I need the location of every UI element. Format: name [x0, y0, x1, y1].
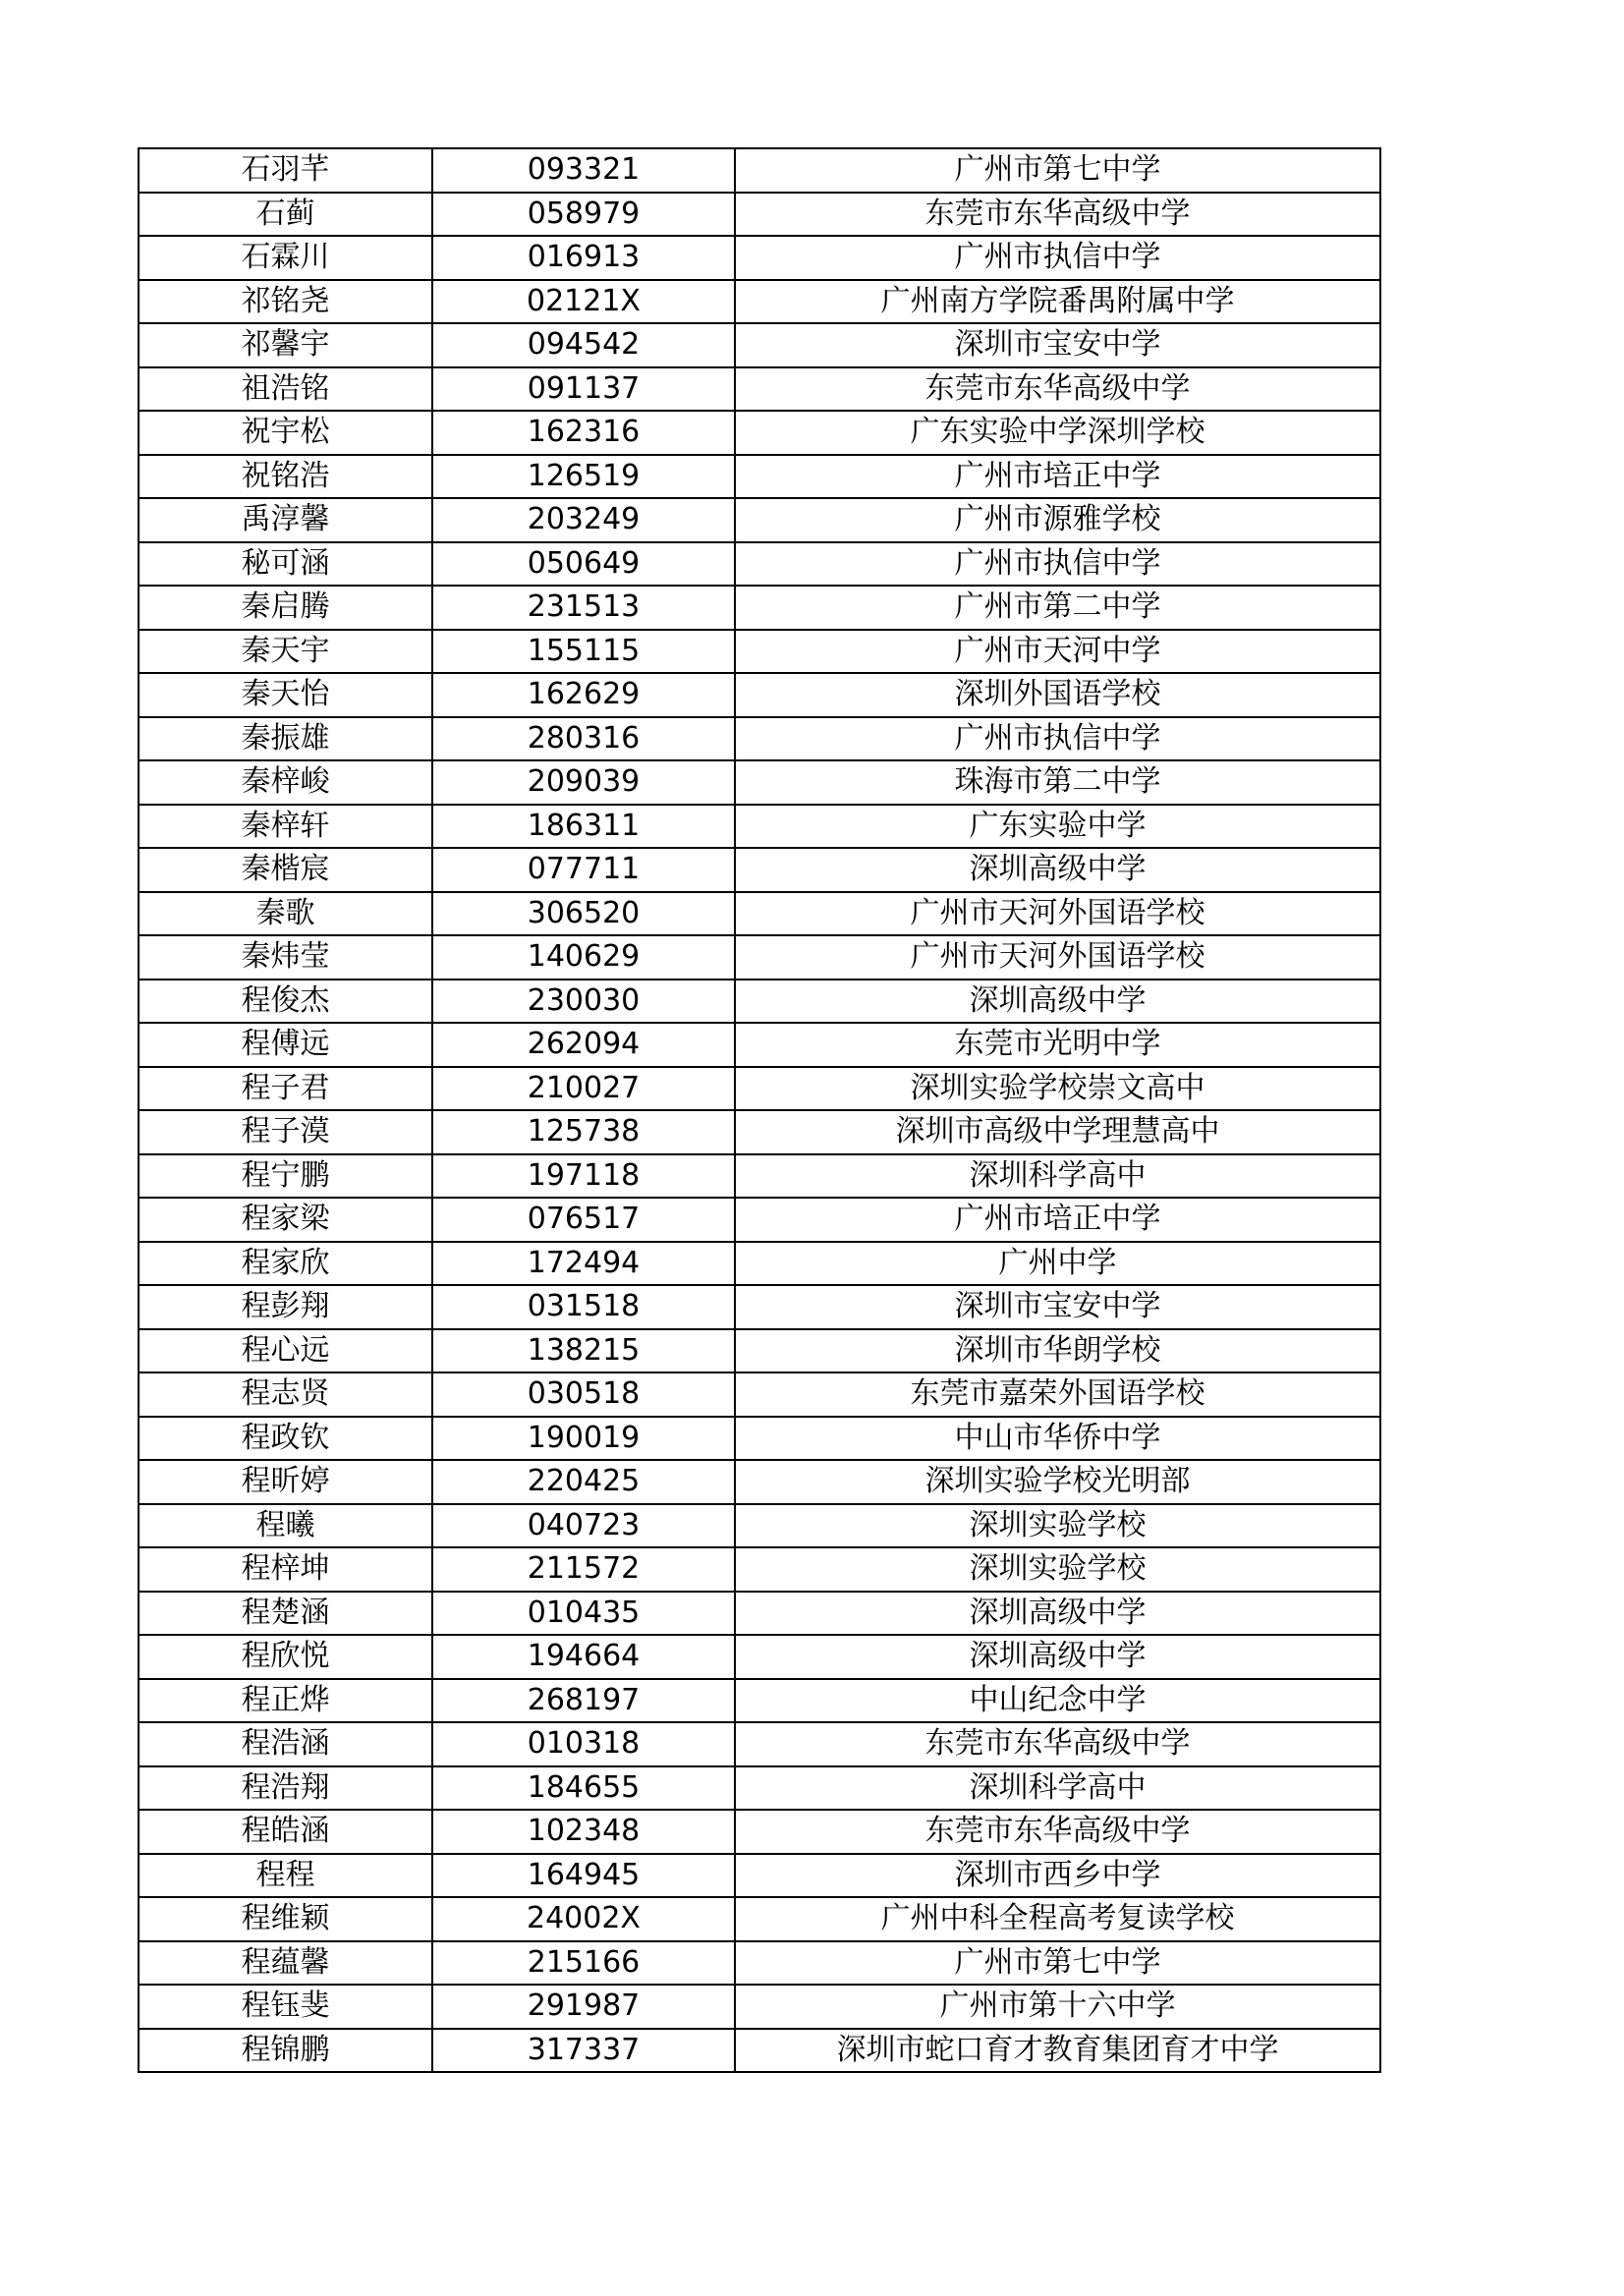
- table-row: [139, 455, 1380, 499]
- student-name-cell: 程蕴馨: [139, 1941, 432, 1986]
- table-row: [139, 760, 1380, 805]
- school-name-cell: 深圳高级中学: [735, 980, 1380, 1024]
- student-name-cell: 程锦鹏: [139, 2029, 432, 2073]
- table-row: [139, 1592, 1380, 1636]
- school-name-cell: 东莞市东华高级中学: [735, 193, 1380, 237]
- school-name-cell: 深圳外国语学校: [735, 673, 1380, 717]
- student-name-cell: 程钰斐: [139, 1985, 432, 2029]
- student-name-cell: 程子漠: [139, 1110, 432, 1154]
- student-name-cell: 祝铭浩: [139, 455, 432, 499]
- school-name-cell: 广州市天河中学: [735, 630, 1380, 674]
- student-id-cell: 215166: [432, 1941, 735, 1986]
- table-row: [139, 1635, 1380, 1679]
- school-name-cell: 珠海市第二中学: [735, 760, 1380, 805]
- school-name-cell: 广州市培正中学: [735, 1198, 1380, 1242]
- school-name-cell: 广州市天河外国语学校: [735, 935, 1380, 980]
- table-row: [139, 1897, 1380, 1941]
- student-name-cell: 祖浩铭: [139, 367, 432, 412]
- student-name-cell: 秦楷宸: [139, 848, 432, 892]
- student-id-cell: 091137: [432, 367, 735, 412]
- school-name-cell: 东莞市嘉荣外国语学校: [735, 1372, 1380, 1417]
- table-row: [139, 717, 1380, 761]
- student-id-cell: 230030: [432, 980, 735, 1024]
- student-name-cell: 秦天宇: [139, 630, 432, 674]
- student-id-cell: 164945: [432, 1854, 735, 1898]
- student-id-cell: 220425: [432, 1460, 735, 1504]
- student-id-cell: 186311: [432, 805, 735, 849]
- student-id-cell: 102348: [432, 1810, 735, 1854]
- table-row: [139, 411, 1380, 455]
- table-row: [139, 280, 1380, 324]
- student-name-cell: 程浩涵: [139, 1722, 432, 1766]
- student-id-cell: 094542: [432, 323, 735, 367]
- student-name-cell: 秦梓峻: [139, 760, 432, 805]
- student-name-cell: 秦炜莹: [139, 935, 432, 980]
- table-row: [139, 1417, 1380, 1461]
- student-id-cell: 010318: [432, 1722, 735, 1766]
- student-name-cell: 石霖川: [139, 236, 432, 280]
- student-name-cell: 程曦: [139, 1504, 432, 1548]
- student-id-cell: 184655: [432, 1766, 735, 1811]
- table-row: [139, 1023, 1380, 1067]
- student-id-cell: 016913: [432, 236, 735, 280]
- student-id-cell: 231513: [432, 586, 735, 630]
- student-id-cell: 194664: [432, 1635, 735, 1679]
- school-name-cell: 深圳市蛇口育才教育集团育才中学: [735, 2029, 1380, 2073]
- student-name-cell: 祁馨宇: [139, 323, 432, 367]
- student-name-cell: 祁铭尧: [139, 280, 432, 324]
- school-name-cell: 广东实验中学深圳学校: [735, 411, 1380, 455]
- table-row: [139, 1067, 1380, 1111]
- roster-table: [138, 147, 1381, 2073]
- school-name-cell: 深圳科学高中: [735, 1154, 1380, 1199]
- table-row: [139, 935, 1380, 980]
- school-name-cell: 广州市第七中学: [735, 148, 1380, 193]
- student-name-cell: 禹淳馨: [139, 498, 432, 542]
- school-name-cell: 深圳市宝安中学: [735, 1285, 1380, 1329]
- student-id-cell: 140629: [432, 935, 735, 980]
- student-id-cell: 210027: [432, 1067, 735, 1111]
- student-id-cell: 162316: [432, 411, 735, 455]
- student-name-cell: 程宁鹏: [139, 1154, 432, 1199]
- student-name-cell: 程浩翔: [139, 1766, 432, 1811]
- student-id-cell: 291987: [432, 1985, 735, 2029]
- table-row: [139, 1504, 1380, 1548]
- table-row: [139, 148, 1380, 193]
- school-name-cell: 中山市华侨中学: [735, 1417, 1380, 1461]
- table-row: [139, 586, 1380, 630]
- student-id-cell: 125738: [432, 1110, 735, 1154]
- school-name-cell: 深圳市高级中学理慧高中: [735, 1110, 1380, 1154]
- table-row: [139, 542, 1380, 587]
- table-row: [139, 236, 1380, 280]
- table-row: [139, 367, 1380, 412]
- student-name-cell: 程楚涵: [139, 1592, 432, 1636]
- school-name-cell: 广东实验中学: [735, 805, 1380, 849]
- student-id-cell: 280316: [432, 717, 735, 761]
- student-name-cell: 秘可涵: [139, 542, 432, 587]
- school-name-cell: 广州南方学院番禺附属中学: [735, 280, 1380, 324]
- student-name-cell: 程皓涵: [139, 1810, 432, 1854]
- school-name-cell: 广州市执信中学: [735, 542, 1380, 587]
- student-name-cell: 程程: [139, 1854, 432, 1898]
- student-name-cell: 秦振雄: [139, 717, 432, 761]
- student-name-cell: 秦梓轩: [139, 805, 432, 849]
- school-name-cell: 深圳实验学校光明部: [735, 1460, 1380, 1504]
- table-row: [139, 673, 1380, 717]
- student-name-cell: 程欣悦: [139, 1635, 432, 1679]
- student-id-cell: 030518: [432, 1372, 735, 1417]
- student-id-cell: 211572: [432, 1547, 735, 1592]
- student-id-cell: 093321: [432, 148, 735, 193]
- table-row: [139, 1985, 1380, 2029]
- student-name-cell: 程志贤: [139, 1372, 432, 1417]
- student-name-cell: 石羽芊: [139, 148, 432, 193]
- student-name-cell: 秦天怡: [139, 673, 432, 717]
- student-id-cell: 076517: [432, 1198, 735, 1242]
- school-name-cell: 深圳高级中学: [735, 848, 1380, 892]
- student-name-cell: 程政钦: [139, 1417, 432, 1461]
- school-name-cell: 广州市培正中学: [735, 455, 1380, 499]
- school-name-cell: 深圳市华朗学校: [735, 1329, 1380, 1373]
- table-row: [139, 498, 1380, 542]
- table-row: [139, 892, 1380, 936]
- table-row: [139, 1154, 1380, 1199]
- table-row: [139, 1285, 1380, 1329]
- student-id-cell: 058979: [432, 193, 735, 237]
- student-name-cell: 石蓟: [139, 193, 432, 237]
- school-name-cell: 深圳科学高中: [735, 1766, 1380, 1811]
- table-row: [139, 1766, 1380, 1811]
- table-row: [139, 1110, 1380, 1154]
- student-name-cell: 秦启腾: [139, 586, 432, 630]
- student-name-cell: 秦歌: [139, 892, 432, 936]
- student-name-cell: 程子君: [139, 1067, 432, 1111]
- student-id-cell: 262094: [432, 1023, 735, 1067]
- school-name-cell: 深圳实验学校: [735, 1547, 1380, 1592]
- student-id-cell: 162629: [432, 673, 735, 717]
- student-name-cell: 程俊杰: [139, 980, 432, 1024]
- table-row: [139, 1372, 1380, 1417]
- student-name-cell: 祝宇松: [139, 411, 432, 455]
- table-row: [139, 1242, 1380, 1286]
- student-id-cell: 010435: [432, 1592, 735, 1636]
- school-name-cell: 广州市执信中学: [735, 236, 1380, 280]
- student-id-cell: 126519: [432, 455, 735, 499]
- student-id-cell: 077711: [432, 848, 735, 892]
- table-row: [139, 1547, 1380, 1592]
- roster-body: [139, 148, 1380, 2072]
- roster-sheet: [138, 147, 1373, 2073]
- table-row: [139, 2029, 1380, 2073]
- school-name-cell: 广州市执信中学: [735, 717, 1380, 761]
- school-name-cell: 深圳高级中学: [735, 1592, 1380, 1636]
- student-name-cell: 程家欣: [139, 1242, 432, 1286]
- school-name-cell: 广州市天河外国语学校: [735, 892, 1380, 936]
- student-id-cell: 24002X: [432, 1897, 735, 1941]
- student-id-cell: 040723: [432, 1504, 735, 1548]
- student-id-cell: 203249: [432, 498, 735, 542]
- student-id-cell: 317337: [432, 2029, 735, 2073]
- student-name-cell: 程昕婷: [139, 1460, 432, 1504]
- student-name-cell: 程梓坤: [139, 1547, 432, 1592]
- table-row: [139, 193, 1380, 237]
- school-name-cell: 深圳市宝安中学: [735, 323, 1380, 367]
- table-row: [139, 805, 1380, 849]
- student-name-cell: 程正烨: [139, 1679, 432, 1723]
- student-id-cell: 172494: [432, 1242, 735, 1286]
- student-id-cell: 050649: [432, 542, 735, 587]
- table-row: [139, 980, 1380, 1024]
- student-id-cell: 031518: [432, 1285, 735, 1329]
- student-id-cell: 268197: [432, 1679, 735, 1723]
- student-id-cell: 155115: [432, 630, 735, 674]
- school-name-cell: 深圳实验学校崇文高中: [735, 1067, 1380, 1111]
- table-row: [139, 1810, 1380, 1854]
- table-row: [139, 1854, 1380, 1898]
- school-name-cell: 东莞市东华高级中学: [735, 1722, 1380, 1766]
- school-name-cell: 深圳市西乡中学: [735, 1854, 1380, 1898]
- student-name-cell: 程家梁: [139, 1198, 432, 1242]
- school-name-cell: 广州市源雅学校: [735, 498, 1380, 542]
- school-name-cell: 广州中学: [735, 1242, 1380, 1286]
- student-id-cell: 138215: [432, 1329, 735, 1373]
- school-name-cell: 东莞市东华高级中学: [735, 367, 1380, 412]
- table-row: [139, 630, 1380, 674]
- student-name-cell: 程彭翔: [139, 1285, 432, 1329]
- student-id-cell: 306520: [432, 892, 735, 936]
- table-row: [139, 1460, 1380, 1504]
- school-name-cell: 深圳实验学校: [735, 1504, 1380, 1548]
- school-name-cell: 广州市第二中学: [735, 586, 1380, 630]
- school-name-cell: 广州市第十六中学: [735, 1985, 1380, 2029]
- school-name-cell: 深圳高级中学: [735, 1635, 1380, 1679]
- student-id-cell: 02121X: [432, 280, 735, 324]
- school-name-cell: 广州市第七中学: [735, 1941, 1380, 1986]
- table-row: [139, 1941, 1380, 1986]
- table-row: [139, 848, 1380, 892]
- table-row: [139, 1722, 1380, 1766]
- table-row: [139, 323, 1380, 367]
- table-row: [139, 1198, 1380, 1242]
- student-id-cell: 209039: [432, 760, 735, 805]
- table-row: [139, 1679, 1380, 1723]
- school-name-cell: 东莞市东华高级中学: [735, 1810, 1380, 1854]
- student-id-cell: 190019: [432, 1417, 735, 1461]
- student-id-cell: 197118: [432, 1154, 735, 1199]
- student-name-cell: 程心远: [139, 1329, 432, 1373]
- school-name-cell: 广州中科全程高考复读学校: [735, 1897, 1380, 1941]
- student-name-cell: 程维颖: [139, 1897, 432, 1941]
- school-name-cell: 东莞市光明中学: [735, 1023, 1380, 1067]
- student-name-cell: 程傅远: [139, 1023, 432, 1067]
- school-name-cell: 中山纪念中学: [735, 1679, 1380, 1723]
- table-row: [139, 1329, 1380, 1373]
